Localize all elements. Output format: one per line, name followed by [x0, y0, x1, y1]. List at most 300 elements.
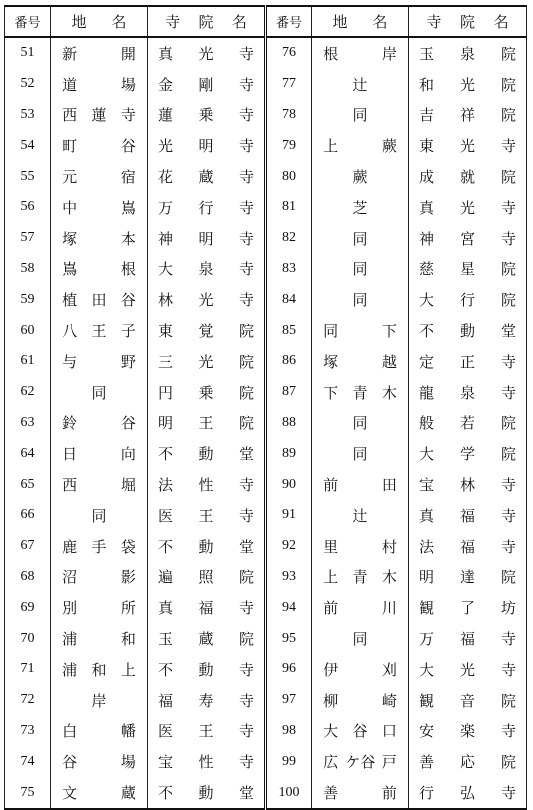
temple-char: 真 [158, 599, 174, 618]
temple-char: 寺 [238, 722, 254, 741]
temple-name [409, 469, 527, 500]
temple-name [148, 130, 266, 161]
place-char: 袋 [120, 537, 136, 556]
place-char: 西 [62, 106, 78, 125]
temple-char: 福 [459, 506, 475, 525]
temple-char: 星 [459, 260, 475, 279]
place-char: 同 [91, 506, 107, 525]
temple-char: 学 [459, 445, 475, 464]
temple-char: 院 [238, 383, 254, 402]
place-char: 蕨 [352, 168, 368, 187]
temple-char: 寺 [500, 537, 516, 556]
temple-char: 弘 [459, 784, 475, 803]
place-name [312, 130, 409, 161]
entry-number: 59 [5, 284, 51, 315]
temple-char: 林 [158, 291, 174, 310]
temple-char: 泉 [459, 44, 475, 63]
entry-number: 56 [5, 192, 51, 223]
temple-char: 動 [198, 445, 214, 464]
temple-name [148, 254, 266, 285]
place-char: 幡 [120, 722, 136, 741]
place-char: 蕨 [381, 137, 397, 156]
table-row [5, 562, 527, 593]
temple-char: 王 [198, 506, 214, 525]
temple-char: 行 [459, 291, 475, 310]
temple-name [409, 37, 527, 69]
place-name [51, 130, 148, 161]
entry-number: 68 [5, 562, 51, 593]
temple-char: 寺 [500, 722, 516, 741]
table-row [5, 654, 527, 685]
temple-char: 定 [419, 352, 435, 371]
temple-name [409, 69, 527, 100]
place-char: 中 [62, 198, 78, 217]
temple-char: 祥 [459, 106, 475, 125]
temple-char: 乗 [198, 383, 214, 402]
header-temple-right: 寺 院 名 [409, 6, 527, 37]
place-name [312, 438, 409, 469]
entry-number: 86 [266, 346, 312, 377]
temple-char: 玉 [158, 630, 174, 649]
temple-char: 院 [500, 168, 516, 187]
temple-char: 金 [158, 75, 174, 94]
temple-char: 遍 [158, 568, 174, 587]
temple-char: 東 [158, 322, 174, 341]
place-char: 芝 [352, 198, 368, 217]
temple-char: 大 [158, 260, 174, 279]
place-name [51, 777, 148, 809]
place-name [312, 562, 409, 593]
temple-char: 観 [419, 599, 435, 618]
temple-name [409, 623, 527, 654]
entry-number: 78 [266, 100, 312, 131]
temple-char: 宝 [419, 476, 435, 495]
place-char: 下 [381, 322, 397, 341]
temple-char: 寿 [198, 691, 214, 710]
temple-char: 神 [419, 229, 435, 248]
entry-number: 67 [5, 531, 51, 562]
entry-number: 64 [5, 438, 51, 469]
temple-char: 明 [198, 137, 214, 156]
temple-char: 剛 [198, 75, 214, 94]
place-char: 本 [120, 229, 136, 248]
temple-char: 坊 [500, 599, 516, 618]
temple-char: 慈 [419, 260, 435, 279]
temple-char: 了 [459, 599, 475, 618]
place-name [312, 100, 409, 131]
place-char: 同 [352, 291, 368, 310]
temple-char: 明 [198, 229, 214, 248]
entry-number: 76 [266, 37, 312, 69]
temple-char: 万 [419, 630, 435, 649]
temple-char: 観 [419, 691, 435, 710]
temple-name [148, 346, 266, 377]
place-char: 同 [352, 106, 368, 125]
table-row [5, 37, 527, 69]
temple-char: 光 [198, 291, 214, 310]
temple-name [409, 654, 527, 685]
entry-number: 61 [5, 346, 51, 377]
place-name [312, 685, 409, 716]
table-row [5, 130, 527, 161]
temple-char: 寺 [500, 784, 516, 803]
temple-char: 院 [500, 568, 516, 587]
temple-char: 院 [238, 352, 254, 371]
temple-char: 就 [459, 168, 475, 187]
table-row [5, 716, 527, 747]
place-name [312, 469, 409, 500]
temple-char: 堂 [238, 784, 254, 803]
temple-char: 寺 [500, 198, 516, 217]
entry-number: 95 [266, 623, 312, 654]
place-char: 木 [381, 568, 397, 587]
place-char: 手 [91, 537, 107, 556]
place-char: 岸 [91, 691, 107, 710]
place-char: 別 [62, 599, 78, 618]
place-char: ケ谷 [345, 753, 376, 772]
entry-number: 98 [266, 716, 312, 747]
place-char: 上 [120, 660, 136, 679]
entry-number: 91 [266, 500, 312, 531]
place-char: 寺 [120, 106, 136, 125]
header-number-left: 番号 [5, 6, 51, 37]
temple-char: 光 [198, 352, 214, 371]
entry-number: 58 [5, 254, 51, 285]
temple-name [148, 777, 266, 809]
temple-name [148, 746, 266, 777]
place-char: 堀 [120, 476, 136, 495]
place-name [312, 161, 409, 192]
entry-number: 57 [5, 223, 51, 254]
place-char: 大 [323, 722, 339, 741]
temple-char: 寺 [500, 137, 516, 156]
temple-char: 達 [459, 568, 475, 587]
temple-char: 寺 [500, 660, 516, 679]
place-name [312, 377, 409, 408]
place-name [51, 315, 148, 346]
place-char: 上 [323, 568, 339, 587]
entry-number: 75 [5, 777, 51, 809]
entry-number: 73 [5, 716, 51, 747]
place-name [51, 377, 148, 408]
entry-number: 80 [266, 161, 312, 192]
entry-number: 54 [5, 130, 51, 161]
temple-char: 院 [500, 44, 516, 63]
temple-char: 三 [158, 352, 174, 371]
temple-char: 安 [419, 722, 435, 741]
entry-number: 65 [5, 469, 51, 500]
temple-char: 蔵 [198, 630, 214, 649]
temple-char: 大 [419, 291, 435, 310]
temple-char: 寺 [500, 476, 516, 495]
place-name [51, 623, 148, 654]
entry-number: 90 [266, 469, 312, 500]
entry-number: 52 [5, 69, 51, 100]
place-char: 谷 [62, 753, 78, 772]
place-char: 越 [381, 352, 397, 371]
place-char: 町 [62, 137, 78, 156]
temple-name [409, 562, 527, 593]
place-char: 沼 [62, 568, 78, 587]
temple-char: 光 [459, 137, 475, 156]
table-row [5, 685, 527, 716]
temple-char: 寺 [500, 229, 516, 248]
temple-name [409, 100, 527, 131]
temple-char: 寺 [500, 630, 516, 649]
place-char: 和 [120, 630, 136, 649]
place-char: 同 [352, 630, 368, 649]
temple-char: 宝 [158, 753, 174, 772]
table-row [5, 346, 527, 377]
entry-number: 96 [266, 654, 312, 685]
place-char: 宿 [120, 168, 136, 187]
temple-char: 寺 [238, 198, 254, 217]
temple-char: 福 [459, 537, 475, 556]
temple-char: 動 [198, 660, 214, 679]
temple-name [409, 315, 527, 346]
place-char: 前 [323, 476, 339, 495]
temple-char: 光 [459, 198, 475, 217]
place-char: 植 [62, 291, 78, 310]
temple-name [409, 377, 527, 408]
temple-name [409, 716, 527, 747]
place-name [51, 100, 148, 131]
temple-char: 性 [198, 476, 214, 495]
place-char: 嶌 [120, 198, 136, 217]
place-char: 上 [323, 137, 339, 156]
temple-char: 林 [459, 476, 475, 495]
temple-char: 東 [419, 137, 435, 156]
place-name [51, 284, 148, 315]
place-name [312, 284, 409, 315]
temple-char: 福 [158, 691, 174, 710]
temple-char: 覚 [198, 322, 214, 341]
temple-char: 不 [419, 322, 435, 341]
place-char: 谷 [120, 137, 136, 156]
temple-table [4, 5, 527, 810]
temple-char: 法 [419, 537, 435, 556]
entry-number: 89 [266, 438, 312, 469]
temple-char: 院 [500, 291, 516, 310]
place-char: 子 [120, 322, 136, 341]
temple-name [409, 685, 527, 716]
temple-name [409, 746, 527, 777]
place-char: 影 [120, 568, 136, 587]
temple-char: 蔵 [198, 168, 214, 187]
temple-char: 院 [238, 322, 254, 341]
temple-char: 院 [500, 445, 516, 464]
place-name [312, 500, 409, 531]
place-char: 根 [120, 260, 136, 279]
entry-number: 79 [266, 130, 312, 161]
temple-char: 動 [198, 537, 214, 556]
place-name [51, 161, 148, 192]
place-name [51, 716, 148, 747]
place-name [51, 531, 148, 562]
entry-number: 66 [5, 500, 51, 531]
temple-char: 不 [158, 445, 174, 464]
place-name [51, 192, 148, 223]
place-name [51, 254, 148, 285]
temple-name [148, 623, 266, 654]
temple-char: 寺 [238, 260, 254, 279]
place-name [51, 438, 148, 469]
place-char: 八 [62, 322, 78, 341]
place-char: 伊 [323, 660, 339, 679]
entry-number: 93 [266, 562, 312, 593]
temple-name [148, 531, 266, 562]
entry-number: 88 [266, 408, 312, 439]
place-name [51, 562, 148, 593]
temple-name [148, 716, 266, 747]
place-char: 善 [323, 784, 339, 803]
place-name [51, 37, 148, 69]
table-row [5, 408, 527, 439]
place-char: 西 [62, 476, 78, 495]
temple-name [148, 592, 266, 623]
temple-name [409, 130, 527, 161]
temple-name [148, 100, 266, 131]
entry-number: 55 [5, 161, 51, 192]
place-name [51, 592, 148, 623]
place-name [51, 408, 148, 439]
place-name [312, 37, 409, 69]
temple-char: 不 [158, 784, 174, 803]
temple-char: 大 [419, 660, 435, 679]
place-char: 前 [323, 599, 339, 618]
temple-list-sheet [4, 5, 527, 803]
temple-char: 音 [459, 691, 475, 710]
temple-char: 院 [500, 75, 516, 94]
temple-name [409, 284, 527, 315]
place-char: 文 [62, 784, 78, 803]
table-row [5, 500, 527, 531]
place-char: 塚 [323, 352, 339, 371]
temple-name [148, 500, 266, 531]
table-row [5, 284, 527, 315]
place-char: 同 [91, 383, 107, 402]
place-char: 下 [323, 383, 339, 402]
table-row [5, 777, 527, 809]
table-row [5, 746, 527, 777]
place-char: 塚 [62, 229, 78, 248]
place-name [312, 254, 409, 285]
table-row [5, 223, 527, 254]
header-place-left: 地 名 [51, 6, 148, 37]
temple-char: 寺 [238, 476, 254, 495]
temple-name [148, 37, 266, 69]
place-name [312, 746, 409, 777]
table-row [5, 592, 527, 623]
entry-number: 99 [266, 746, 312, 777]
temple-char: 院 [238, 568, 254, 587]
temple-char: 般 [419, 414, 435, 433]
temple-name [409, 346, 527, 377]
temple-char: 寺 [238, 75, 254, 94]
place-name [312, 408, 409, 439]
place-name [51, 654, 148, 685]
place-char: 根 [323, 44, 339, 63]
header-row [5, 6, 527, 37]
temple-char: 寺 [238, 229, 254, 248]
temple-name [148, 315, 266, 346]
place-char: 蔵 [120, 784, 136, 803]
temple-char: 光 [198, 44, 214, 63]
temple-char: 万 [158, 198, 174, 217]
temple-char: 寺 [238, 753, 254, 772]
temple-char: 光 [158, 137, 174, 156]
temple-name [148, 161, 266, 192]
place-char: 所 [120, 599, 136, 618]
place-char: 与 [62, 352, 78, 371]
temple-name [409, 438, 527, 469]
table-row [5, 100, 527, 131]
temple-char: 泉 [459, 383, 475, 402]
place-char: 鈴 [62, 414, 78, 433]
place-name [51, 746, 148, 777]
temple-name [148, 469, 266, 500]
place-char: 辻 [352, 506, 368, 525]
temple-char: 宮 [459, 229, 475, 248]
temple-char: 行 [198, 198, 214, 217]
entry-number: 71 [5, 654, 51, 685]
table-row [5, 69, 527, 100]
place-name [51, 685, 148, 716]
temple-name [148, 284, 266, 315]
table-row [5, 623, 527, 654]
table-row [5, 377, 527, 408]
temple-char: 大 [419, 445, 435, 464]
place-char: 谷 [120, 291, 136, 310]
temple-name [148, 654, 266, 685]
place-char: 道 [62, 75, 78, 94]
place-char: 場 [120, 75, 136, 94]
place-name [312, 531, 409, 562]
entry-number: 74 [5, 746, 51, 777]
table-row [5, 161, 527, 192]
place-char: 崎 [381, 691, 397, 710]
place-name [312, 716, 409, 747]
entry-number: 72 [5, 685, 51, 716]
place-name [51, 469, 148, 500]
temple-char: 光 [459, 660, 475, 679]
entry-number: 83 [266, 254, 312, 285]
temple-char: 楽 [459, 722, 475, 741]
temple-char: 玉 [419, 44, 435, 63]
temple-name [409, 777, 527, 809]
place-char: 青 [352, 383, 368, 402]
place-char: 谷 [352, 722, 368, 741]
place-char: 同 [323, 322, 339, 341]
place-char: 浦 [62, 660, 78, 679]
temple-char: 院 [238, 414, 254, 433]
table-row [5, 315, 527, 346]
place-char: 戸 [381, 753, 397, 772]
place-name [51, 69, 148, 100]
place-name [312, 346, 409, 377]
temple-char: 堂 [238, 537, 254, 556]
temple-char: 真 [158, 44, 174, 63]
place-char: 川 [381, 599, 397, 618]
entry-number: 87 [266, 377, 312, 408]
entry-number: 100 [266, 777, 312, 809]
entry-number: 60 [5, 315, 51, 346]
temple-char: 動 [459, 322, 475, 341]
temple-char: 真 [419, 198, 435, 217]
temple-char: 寺 [238, 137, 254, 156]
temple-name [409, 592, 527, 623]
entry-number: 77 [266, 69, 312, 100]
